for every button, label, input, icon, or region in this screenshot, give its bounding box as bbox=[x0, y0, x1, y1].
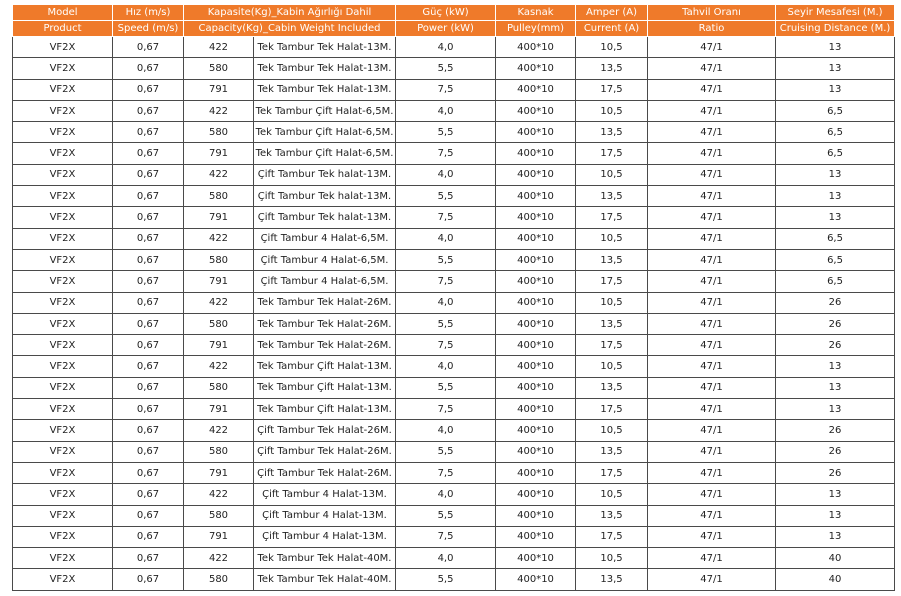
ratio-cell: 47/1 bbox=[648, 505, 776, 526]
speed-cell: 0,67 bbox=[113, 58, 184, 79]
power-cell: 5,5 bbox=[396, 249, 496, 270]
speed-cell: 0,67 bbox=[113, 37, 184, 58]
pulley-cell: 400*10 bbox=[496, 271, 576, 292]
current-cell: 10,5 bbox=[576, 37, 648, 58]
product-cell: VF2X bbox=[13, 441, 113, 462]
distance-cell: 26 bbox=[776, 420, 895, 441]
pulley-cell: 400*10 bbox=[496, 569, 576, 590]
ratio-cell: 47/1 bbox=[648, 164, 776, 185]
power-cell: 4,0 bbox=[396, 484, 496, 505]
ratio-cell: 47/1 bbox=[648, 420, 776, 441]
configuration-cell: Çift Tambur Tek halat-13M. bbox=[254, 186, 396, 207]
configuration-cell: Çift Tambur 4 Halat-6,5M. bbox=[254, 271, 396, 292]
pulley-cell: 400*10 bbox=[496, 37, 576, 58]
configuration-cell: Tek Tambur Tek Halat-40M. bbox=[254, 548, 396, 569]
table-row bbox=[13, 462, 895, 483]
distance-cell: 6,5 bbox=[776, 143, 895, 164]
table-row bbox=[13, 228, 895, 249]
configuration-cell: Tek Tambur Tek Halat-13M. bbox=[254, 79, 396, 100]
pulley-cell: 400*10 bbox=[496, 526, 576, 547]
table-row bbox=[13, 484, 895, 505]
power-cell: 4,0 bbox=[396, 164, 496, 185]
power-cell: 5,5 bbox=[396, 377, 496, 398]
power-cell: 4,0 bbox=[396, 37, 496, 58]
speed-cell: 0,67 bbox=[113, 335, 184, 356]
speed-cell: 0,67 bbox=[113, 377, 184, 398]
configuration-cell: Tek Tambur Tek Halat-13M. bbox=[254, 58, 396, 79]
product-cell: VF2X bbox=[13, 377, 113, 398]
speed-cell: 0,67 bbox=[113, 122, 184, 143]
power-cell: 5,5 bbox=[396, 186, 496, 207]
product-cell: VF2X bbox=[13, 484, 113, 505]
table-row bbox=[13, 207, 895, 228]
table-row bbox=[13, 526, 895, 547]
current-cell: 13,5 bbox=[576, 58, 648, 79]
capacity-cell: 580 bbox=[184, 441, 254, 462]
pulley-cell: 400*10 bbox=[496, 548, 576, 569]
capacity-cell: 580 bbox=[184, 58, 254, 79]
pulley-cell: 400*10 bbox=[496, 313, 576, 334]
speed-cell: 0,67 bbox=[113, 271, 184, 292]
speed-cell: 0,67 bbox=[113, 462, 184, 483]
capacity-cell: 791 bbox=[184, 271, 254, 292]
distance-cell: 26 bbox=[776, 335, 895, 356]
distance-cell: 40 bbox=[776, 569, 895, 590]
pulley-cell: 400*10 bbox=[496, 462, 576, 483]
table-row bbox=[13, 399, 895, 420]
ratio-cell: 47/1 bbox=[648, 100, 776, 121]
table-row bbox=[13, 100, 895, 121]
header-power: Güç (kW) bbox=[396, 5, 496, 21]
distance-cell: 6,5 bbox=[776, 271, 895, 292]
speed-cell: 0,67 bbox=[113, 292, 184, 313]
current-cell: 10,5 bbox=[576, 356, 648, 377]
ratio-cell: 47/1 bbox=[648, 462, 776, 483]
ratio-cell: 47/1 bbox=[648, 207, 776, 228]
header-pulley-en: Pulley(mm) bbox=[496, 21, 576, 37]
distance-cell: 13 bbox=[776, 79, 895, 100]
ratio-cell: 47/1 bbox=[648, 292, 776, 313]
table-row bbox=[13, 441, 895, 462]
ratio-cell: 47/1 bbox=[648, 569, 776, 590]
header-current-en: Current (A) bbox=[576, 21, 648, 37]
current-cell: 10,5 bbox=[576, 420, 648, 441]
product-cell: VF2X bbox=[13, 143, 113, 164]
header-distance: Seyir Mesafesi (M.) bbox=[776, 5, 895, 21]
pulley-cell: 400*10 bbox=[496, 377, 576, 398]
ratio-cell: 47/1 bbox=[648, 313, 776, 334]
speed-cell: 0,67 bbox=[113, 79, 184, 100]
table-row bbox=[13, 313, 895, 334]
configuration-cell: Tek Tambur Çift Halat-13M. bbox=[254, 356, 396, 377]
table-row bbox=[13, 37, 895, 58]
distance-cell: 13 bbox=[776, 207, 895, 228]
speed-cell: 0,67 bbox=[113, 441, 184, 462]
pulley-cell: 400*10 bbox=[496, 164, 576, 185]
configuration-cell: Tek Tambur Çift Halat-13M. bbox=[254, 399, 396, 420]
spec-table bbox=[12, 4, 895, 591]
configuration-cell: Tek Tambur Tek Halat-40M. bbox=[254, 569, 396, 590]
pulley-cell: 400*10 bbox=[496, 79, 576, 100]
product-cell: VF2X bbox=[13, 100, 113, 121]
table-row bbox=[13, 79, 895, 100]
pulley-cell: 400*10 bbox=[496, 292, 576, 313]
table-row bbox=[13, 335, 895, 356]
configuration-cell: Çift Tambur 4 Halat-13M. bbox=[254, 505, 396, 526]
power-cell: 5,5 bbox=[396, 441, 496, 462]
current-cell: 17,5 bbox=[576, 399, 648, 420]
speed-cell: 0,67 bbox=[113, 313, 184, 334]
speed-cell: 0,67 bbox=[113, 505, 184, 526]
table-row bbox=[13, 505, 895, 526]
pulley-cell: 400*10 bbox=[496, 441, 576, 462]
speed-cell: 0,67 bbox=[113, 548, 184, 569]
table-row bbox=[13, 143, 895, 164]
pulley-cell: 400*10 bbox=[496, 143, 576, 164]
configuration-cell: Çift Tambur 4 Halat-6,5M. bbox=[254, 228, 396, 249]
pulley-cell: 400*10 bbox=[496, 100, 576, 121]
distance-cell: 13 bbox=[776, 37, 895, 58]
distance-cell: 6,5 bbox=[776, 122, 895, 143]
header-speed-en: Speed (m/s) bbox=[113, 21, 184, 37]
configuration-cell: Tek Tambur Tek Halat-26M. bbox=[254, 313, 396, 334]
power-cell: 7,5 bbox=[396, 526, 496, 547]
product-cell: VF2X bbox=[13, 462, 113, 483]
ratio-cell: 47/1 bbox=[648, 79, 776, 100]
speed-cell: 0,67 bbox=[113, 526, 184, 547]
current-cell: 13,5 bbox=[576, 505, 648, 526]
ratio-cell: 47/1 bbox=[648, 377, 776, 398]
configuration-cell: Çift Tambur Tek halat-13M. bbox=[254, 207, 396, 228]
ratio-cell: 47/1 bbox=[648, 143, 776, 164]
current-cell: 10,5 bbox=[576, 100, 648, 121]
ratio-cell: 47/1 bbox=[648, 228, 776, 249]
capacity-cell: 422 bbox=[184, 228, 254, 249]
capacity-cell: 422 bbox=[184, 548, 254, 569]
capacity-cell: 791 bbox=[184, 399, 254, 420]
current-cell: 13,5 bbox=[576, 569, 648, 590]
current-cell: 13,5 bbox=[576, 186, 648, 207]
table-row bbox=[13, 186, 895, 207]
power-cell: 5,5 bbox=[396, 122, 496, 143]
header-distance-en: Cruising Distance (M.) bbox=[776, 21, 895, 37]
distance-cell: 40 bbox=[776, 548, 895, 569]
current-cell: 17,5 bbox=[576, 526, 648, 547]
speed-cell: 0,67 bbox=[113, 356, 184, 377]
pulley-cell: 400*10 bbox=[496, 122, 576, 143]
capacity-cell: 422 bbox=[184, 100, 254, 121]
distance-cell: 13 bbox=[776, 164, 895, 185]
header-capacity: Kapasite(Kg)_Kabin Ağırlığı Dahil bbox=[184, 5, 396, 21]
ratio-cell: 47/1 bbox=[648, 484, 776, 505]
configuration-cell: Çift Tambur Tek Halat-26M. bbox=[254, 420, 396, 441]
distance-cell: 13 bbox=[776, 186, 895, 207]
pulley-cell: 400*10 bbox=[496, 505, 576, 526]
current-cell: 13,5 bbox=[576, 249, 648, 270]
distance-cell: 6,5 bbox=[776, 228, 895, 249]
current-cell: 10,5 bbox=[576, 484, 648, 505]
ratio-cell: 47/1 bbox=[648, 37, 776, 58]
header-pulley: Kasnak bbox=[496, 5, 576, 21]
current-cell: 17,5 bbox=[576, 207, 648, 228]
product-cell: VF2X bbox=[13, 122, 113, 143]
distance-cell: 26 bbox=[776, 462, 895, 483]
capacity-cell: 580 bbox=[184, 313, 254, 334]
product-cell: VF2X bbox=[13, 548, 113, 569]
table-row bbox=[13, 164, 895, 185]
product-cell: VF2X bbox=[13, 37, 113, 58]
header-ratio-en: Ratio bbox=[648, 21, 776, 37]
table-row bbox=[13, 569, 895, 590]
configuration-cell: Tek Tambur Çift Halat-13M. bbox=[254, 377, 396, 398]
table-row bbox=[13, 249, 895, 270]
distance-cell: 13 bbox=[776, 377, 895, 398]
ratio-cell: 47/1 bbox=[648, 356, 776, 377]
power-cell: 4,0 bbox=[396, 420, 496, 441]
capacity-cell: 422 bbox=[184, 484, 254, 505]
configuration-cell: Tek Tambur Tek Halat-26M. bbox=[254, 292, 396, 313]
power-cell: 4,0 bbox=[396, 548, 496, 569]
product-cell: VF2X bbox=[13, 526, 113, 547]
table-row bbox=[13, 122, 895, 143]
current-cell: 17,5 bbox=[576, 335, 648, 356]
ratio-cell: 47/1 bbox=[648, 186, 776, 207]
header-product: Product bbox=[13, 21, 113, 37]
capacity-cell: 422 bbox=[184, 292, 254, 313]
table-row bbox=[13, 292, 895, 313]
capacity-cell: 422 bbox=[184, 164, 254, 185]
distance-cell: 13 bbox=[776, 484, 895, 505]
ratio-cell: 47/1 bbox=[648, 335, 776, 356]
power-cell: 5,5 bbox=[396, 313, 496, 334]
current-cell: 13,5 bbox=[576, 313, 648, 334]
configuration-cell: Tek Tambur Tek Halat-26M. bbox=[254, 335, 396, 356]
pulley-cell: 400*10 bbox=[496, 186, 576, 207]
product-cell: VF2X bbox=[13, 313, 113, 334]
current-cell: 10,5 bbox=[576, 292, 648, 313]
capacity-cell: 791 bbox=[184, 207, 254, 228]
power-cell: 4,0 bbox=[396, 356, 496, 377]
speed-cell: 0,67 bbox=[113, 100, 184, 121]
product-cell: VF2X bbox=[13, 356, 113, 377]
current-cell: 10,5 bbox=[576, 164, 648, 185]
capacity-cell: 422 bbox=[184, 37, 254, 58]
power-cell: 7,5 bbox=[396, 79, 496, 100]
speed-cell: 0,67 bbox=[113, 484, 184, 505]
header-current: Amper (A) bbox=[576, 5, 648, 21]
capacity-cell: 580 bbox=[184, 505, 254, 526]
speed-cell: 0,67 bbox=[113, 143, 184, 164]
table-row bbox=[13, 271, 895, 292]
pulley-cell: 400*10 bbox=[496, 399, 576, 420]
capacity-cell: 580 bbox=[184, 569, 254, 590]
speed-cell: 0,67 bbox=[113, 249, 184, 270]
speed-cell: 0,67 bbox=[113, 164, 184, 185]
header-capacity-en: Capacity(Kg)_Cabin Weight Included bbox=[184, 21, 396, 37]
capacity-cell: 422 bbox=[184, 356, 254, 377]
power-cell: 7,5 bbox=[396, 335, 496, 356]
product-cell: VF2X bbox=[13, 186, 113, 207]
current-cell: 10,5 bbox=[576, 548, 648, 569]
product-cell: VF2X bbox=[13, 207, 113, 228]
header-ratio: Tahvil Oranı bbox=[648, 5, 776, 21]
product-cell: VF2X bbox=[13, 271, 113, 292]
capacity-cell: 580 bbox=[184, 122, 254, 143]
distance-cell: 26 bbox=[776, 292, 895, 313]
configuration-cell: Tek Tambur Tek Halat-13M. bbox=[254, 37, 396, 58]
distance-cell: 13 bbox=[776, 356, 895, 377]
pulley-cell: 400*10 bbox=[496, 484, 576, 505]
product-cell: VF2X bbox=[13, 505, 113, 526]
pulley-cell: 400*10 bbox=[496, 249, 576, 270]
distance-cell: 13 bbox=[776, 526, 895, 547]
header-speed: Hız (m/s) bbox=[113, 5, 184, 21]
capacity-cell: 791 bbox=[184, 79, 254, 100]
distance-cell: 13 bbox=[776, 58, 895, 79]
product-cell: VF2X bbox=[13, 399, 113, 420]
pulley-cell: 400*10 bbox=[496, 420, 576, 441]
configuration-cell: Çift Tambur 4 Halat-13M. bbox=[254, 484, 396, 505]
ratio-cell: 47/1 bbox=[648, 58, 776, 79]
power-cell: 4,0 bbox=[396, 228, 496, 249]
configuration-cell: Çift Tambur 4 Halat-13M. bbox=[254, 526, 396, 547]
header-power-en: Power (kW) bbox=[396, 21, 496, 37]
table-row bbox=[13, 58, 895, 79]
product-cell: VF2X bbox=[13, 569, 113, 590]
ratio-cell: 47/1 bbox=[648, 399, 776, 420]
pulley-cell: 400*10 bbox=[496, 228, 576, 249]
table-row bbox=[13, 356, 895, 377]
capacity-cell: 422 bbox=[184, 420, 254, 441]
power-cell: 4,0 bbox=[396, 292, 496, 313]
capacity-cell: 580 bbox=[184, 377, 254, 398]
speed-cell: 0,67 bbox=[113, 399, 184, 420]
current-cell: 17,5 bbox=[576, 79, 648, 100]
product-cell: VF2X bbox=[13, 420, 113, 441]
product-cell: VF2X bbox=[13, 335, 113, 356]
ratio-cell: 47/1 bbox=[648, 548, 776, 569]
configuration-cell: Çift Tambur Tek Halat-26M. bbox=[254, 441, 396, 462]
distance-cell: 6,5 bbox=[776, 249, 895, 270]
header-row-tr bbox=[13, 5, 895, 21]
product-cell: VF2X bbox=[13, 249, 113, 270]
distance-cell: 13 bbox=[776, 505, 895, 526]
speed-cell: 0,67 bbox=[113, 228, 184, 249]
configuration-cell: Tek Tambur Çift Halat-6,5M. bbox=[254, 143, 396, 164]
table-row bbox=[13, 420, 895, 441]
power-cell: 5,5 bbox=[396, 58, 496, 79]
distance-cell: 26 bbox=[776, 441, 895, 462]
header-row-en bbox=[13, 21, 895, 37]
power-cell: 7,5 bbox=[396, 207, 496, 228]
configuration-cell: Çift Tambur Tek halat-13M. bbox=[254, 164, 396, 185]
power-cell: 7,5 bbox=[396, 143, 496, 164]
distance-cell: 13 bbox=[776, 399, 895, 420]
speed-cell: 0,67 bbox=[113, 207, 184, 228]
pulley-cell: 400*10 bbox=[496, 58, 576, 79]
current-cell: 17,5 bbox=[576, 143, 648, 164]
current-cell: 13,5 bbox=[576, 122, 648, 143]
table-row bbox=[13, 377, 895, 398]
capacity-cell: 791 bbox=[184, 462, 254, 483]
product-cell: VF2X bbox=[13, 228, 113, 249]
ratio-cell: 47/1 bbox=[648, 526, 776, 547]
power-cell: 5,5 bbox=[396, 505, 496, 526]
speed-cell: 0,67 bbox=[113, 420, 184, 441]
current-cell: 17,5 bbox=[576, 462, 648, 483]
power-cell: 7,5 bbox=[396, 399, 496, 420]
pulley-cell: 400*10 bbox=[496, 207, 576, 228]
capacity-cell: 580 bbox=[184, 249, 254, 270]
configuration-cell: Tek Tambur Çift Halat-6,5M. bbox=[254, 100, 396, 121]
product-cell: VF2X bbox=[13, 79, 113, 100]
power-cell: 7,5 bbox=[396, 271, 496, 292]
table-row bbox=[13, 548, 895, 569]
product-cell: VF2X bbox=[13, 292, 113, 313]
power-cell: 7,5 bbox=[396, 462, 496, 483]
capacity-cell: 580 bbox=[184, 186, 254, 207]
current-cell: 13,5 bbox=[576, 441, 648, 462]
power-cell: 4,0 bbox=[396, 100, 496, 121]
distance-cell: 6,5 bbox=[776, 100, 895, 121]
speed-cell: 0,67 bbox=[113, 569, 184, 590]
speed-cell: 0,67 bbox=[113, 186, 184, 207]
power-cell: 5,5 bbox=[396, 569, 496, 590]
ratio-cell: 47/1 bbox=[648, 249, 776, 270]
product-cell: VF2X bbox=[13, 58, 113, 79]
configuration-cell: Çift Tambur 4 Halat-6,5M. bbox=[254, 249, 396, 270]
current-cell: 10,5 bbox=[576, 228, 648, 249]
header-model: Model bbox=[13, 5, 113, 21]
ratio-cell: 47/1 bbox=[648, 441, 776, 462]
capacity-cell: 791 bbox=[184, 143, 254, 164]
current-cell: 17,5 bbox=[576, 271, 648, 292]
configuration-cell: Tek Tambur Çift Halat-6,5M. bbox=[254, 122, 396, 143]
pulley-cell: 400*10 bbox=[496, 356, 576, 377]
distance-cell: 26 bbox=[776, 313, 895, 334]
capacity-cell: 791 bbox=[184, 526, 254, 547]
configuration-cell: Çift Tambur Tek Halat-26M. bbox=[254, 462, 396, 483]
ratio-cell: 47/1 bbox=[648, 122, 776, 143]
product-cell: VF2X bbox=[13, 164, 113, 185]
pulley-cell: 400*10 bbox=[496, 335, 576, 356]
current-cell: 13,5 bbox=[576, 377, 648, 398]
ratio-cell: 47/1 bbox=[648, 271, 776, 292]
capacity-cell: 791 bbox=[184, 335, 254, 356]
